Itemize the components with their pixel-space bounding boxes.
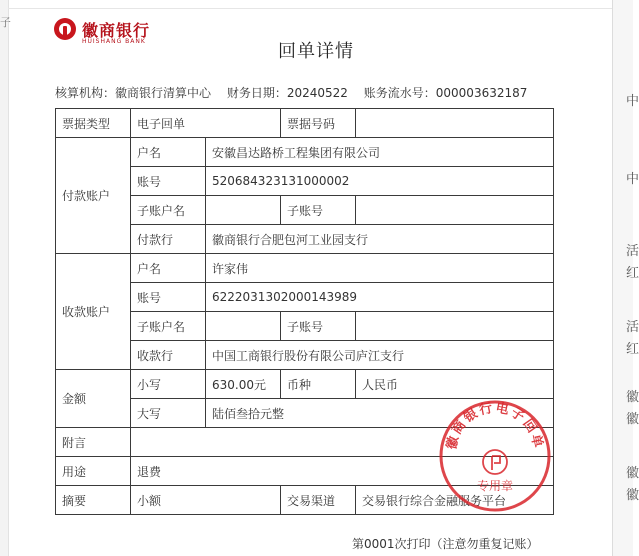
right-edge-char: 活 — [626, 244, 639, 259]
receipt-type-value: 电子回单 — [131, 109, 281, 138]
payer-sub-name-label: 子账户名 — [131, 196, 206, 225]
right-edge-char: 徽 — [626, 412, 639, 427]
seal-text: 徽商银行电子回单 — [444, 400, 546, 451]
right-edge-char: 徽 — [626, 466, 639, 481]
print-count-note: 第0001次打印（注意勿重复记账） — [352, 537, 539, 551]
right-edge-char: 红 — [626, 266, 639, 281]
right-panel-edge — [612, 0, 639, 556]
table-row — [56, 225, 554, 254]
table-row — [56, 138, 554, 167]
bank-name-cn: 徽商银行 — [82, 21, 151, 40]
purpose-label: 用途 — [56, 457, 131, 486]
payee-name-value: 许家伟 — [206, 254, 554, 283]
top-divider — [8, 8, 612, 9]
payer-sub-no-value — [356, 196, 554, 225]
right-edge-char: 中 — [626, 172, 639, 187]
payer-sub-no-label: 子账号 — [281, 196, 356, 225]
table-row — [56, 254, 554, 283]
table-row — [56, 109, 554, 138]
payee-bank-value: 中国工商银行股份有限公司庐江支行 — [206, 341, 554, 370]
payee-sub-name-label: 子账户名 — [131, 312, 206, 341]
table-row — [56, 196, 554, 225]
amount-group-label: 金额 — [56, 370, 131, 428]
currency-label: 币种 — [281, 370, 356, 399]
amount-small-value: 630.00元 — [206, 370, 281, 399]
summary-label: 摘要 — [56, 486, 131, 515]
remark-label: 附言 — [56, 428, 131, 457]
payee-bank-label: 收款行 — [131, 341, 206, 370]
page-title: 回单详情 — [278, 41, 354, 62]
receipt-no-label: 票据号码 — [281, 109, 356, 138]
amount-small-label: 小写 — [131, 370, 206, 399]
bank-name-en: HUISHANG BANK — [82, 38, 146, 45]
meta-org: 核算机构：徽商银行清算中心 — [55, 86, 212, 100]
payer-name-value: 安徽昌达路桥工程集团有限公司 — [206, 138, 554, 167]
summary-value: 小额 — [131, 486, 281, 515]
table-row — [56, 312, 554, 341]
payee-name-label: 户名 — [131, 254, 206, 283]
channel-label: 交易渠道 — [281, 486, 356, 515]
meta-date: 财务日期：20240522 — [226, 86, 348, 100]
right-edge-char: 中 — [626, 94, 639, 109]
payee-group-label: 收款账户 — [56, 254, 131, 370]
right-edge-char: 徽 — [626, 390, 639, 405]
purpose-value: 退费 — [131, 457, 554, 486]
official-seal-stamp — [437, 398, 553, 514]
receipt-type-label: 票据类型 — [56, 109, 131, 138]
table-row — [56, 167, 554, 196]
payer-name-label: 户名 — [131, 138, 206, 167]
payee-account-label: 账号 — [131, 283, 206, 312]
meta-serial: 账务流水号：000003632187 — [363, 86, 528, 100]
payer-account-label: 账号 — [131, 167, 206, 196]
right-edge-char: 红 — [626, 342, 639, 357]
seal-subtext: 专用章 — [476, 479, 514, 493]
payee-sub-no-label: 子账号 — [281, 312, 356, 341]
seal-logo-icon — [483, 450, 507, 474]
table-row — [56, 283, 554, 312]
payer-group-label: 付款账户 — [56, 138, 131, 254]
amount-large-value: 陆佰叁拾元整 — [206, 399, 554, 428]
channel-value: 交易银行综合金融服务平台 — [356, 486, 554, 515]
currency-value: 人民币 — [356, 370, 554, 399]
table-row — [56, 370, 554, 399]
payer-bank-value: 徽商银行合肥包河工业园支行 — [206, 225, 554, 254]
payer-bank-label: 付款行 — [131, 225, 206, 254]
payee-sub-name-value — [206, 312, 281, 341]
amount-large-label: 大写 — [131, 399, 206, 428]
payee-account-value: 6222031302000143989 — [206, 283, 554, 312]
left-panel-edge — [0, 0, 9, 556]
receipt-no-value — [356, 109, 554, 138]
payee-sub-no-value — [356, 312, 554, 341]
receipt-meta — [55, 84, 539, 101]
payer-account-value: 520684323131000002 — [206, 167, 554, 196]
right-edge-char: 活 — [626, 320, 639, 335]
svg-text:徽商银行电子回单 — [444, 400, 547, 451]
table-row — [56, 341, 554, 370]
payer-sub-name-value — [206, 196, 281, 225]
right-edge-char: 徽 — [626, 488, 639, 503]
left-edge-char: 子 — [0, 16, 11, 29]
